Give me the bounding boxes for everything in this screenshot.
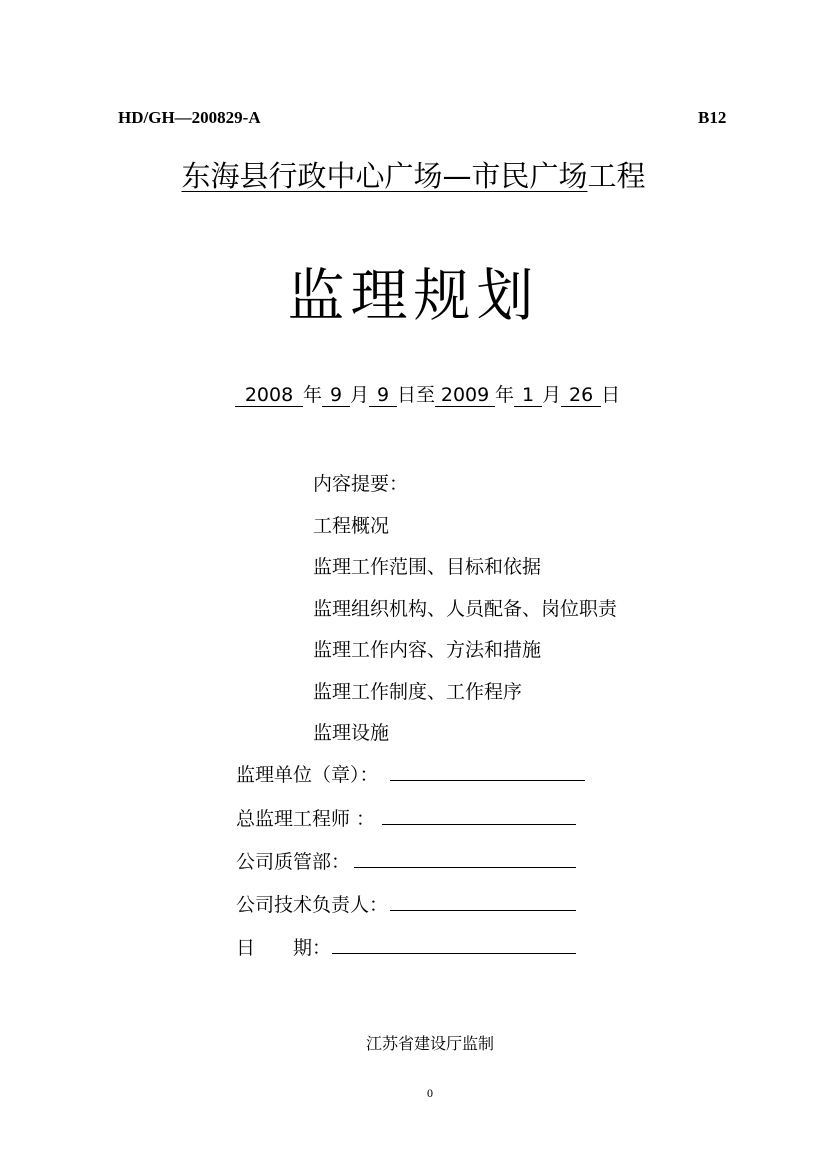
contents-item: 监理工作内容、方法和措施 — [313, 639, 542, 661]
start-month: 9 — [322, 384, 350, 407]
month-unit-2: 月 — [542, 384, 562, 406]
signature-row-date — [236, 933, 331, 960]
signature-row-unit — [236, 760, 379, 787]
day-unit: 日 — [601, 384, 621, 406]
supervision-unit-label: 监理单位（章）： — [236, 764, 379, 786]
chief-engineer-line[interactable] — [382, 824, 576, 825]
year-unit-2: 年 — [495, 384, 515, 406]
page-number: 0 — [427, 1086, 433, 1100]
contents-item: 监理设施 — [313, 722, 390, 744]
signature-row-quality — [236, 847, 350, 874]
start-day: 9 — [369, 384, 397, 407]
end-year: 2009 — [435, 384, 495, 407]
project-suffix: 工程 — [587, 159, 646, 193]
quality-dept-label: 公司质管部： — [236, 851, 351, 873]
contents-heading: 内容提要： — [313, 473, 409, 495]
document-code: HD/GH—200829-A — [118, 108, 261, 127]
form-code: B12 — [698, 108, 727, 127]
signature-row-tech — [236, 890, 388, 917]
contents-summary — [313, 472, 617, 763]
contents-item: 监理组织机构、人员配备、岗位职责 — [313, 597, 618, 620]
document-title: 监理规划 — [287, 263, 540, 329]
chief-engineer-label: 总监理工程师 ： — [236, 808, 376, 830]
quality-dept-line[interactable] — [354, 867, 576, 868]
to-text: 日至 — [397, 384, 436, 406]
supervision-period — [235, 380, 620, 407]
signature-row-chief — [236, 804, 375, 831]
contents-item: 工程概况 — [313, 514, 390, 537]
supervision-unit-line[interactable] — [390, 780, 585, 781]
month-unit: 月 — [350, 384, 370, 406]
start-year: 2008 — [235, 384, 303, 407]
end-day: 26 — [561, 384, 601, 407]
tech-lead-label: 公司技术负责人： — [236, 894, 389, 916]
date-line[interactable] — [332, 953, 576, 954]
end-month: 1 — [514, 384, 542, 407]
contents-item: 监理工作制度、工作程序 — [313, 680, 523, 703]
tech-lead-line[interactable] — [390, 910, 576, 911]
project-title — [0, 154, 827, 195]
issuer-note: 江苏省建设厅监制 — [365, 1036, 494, 1053]
date-label: 日 期： — [236, 937, 332, 959]
project-name: 东海县行政中心广场—市民广场 — [181, 159, 588, 193]
contents-item: 监理工作范围、目标和依据 — [313, 556, 542, 578]
year-unit: 年 — [303, 384, 323, 406]
